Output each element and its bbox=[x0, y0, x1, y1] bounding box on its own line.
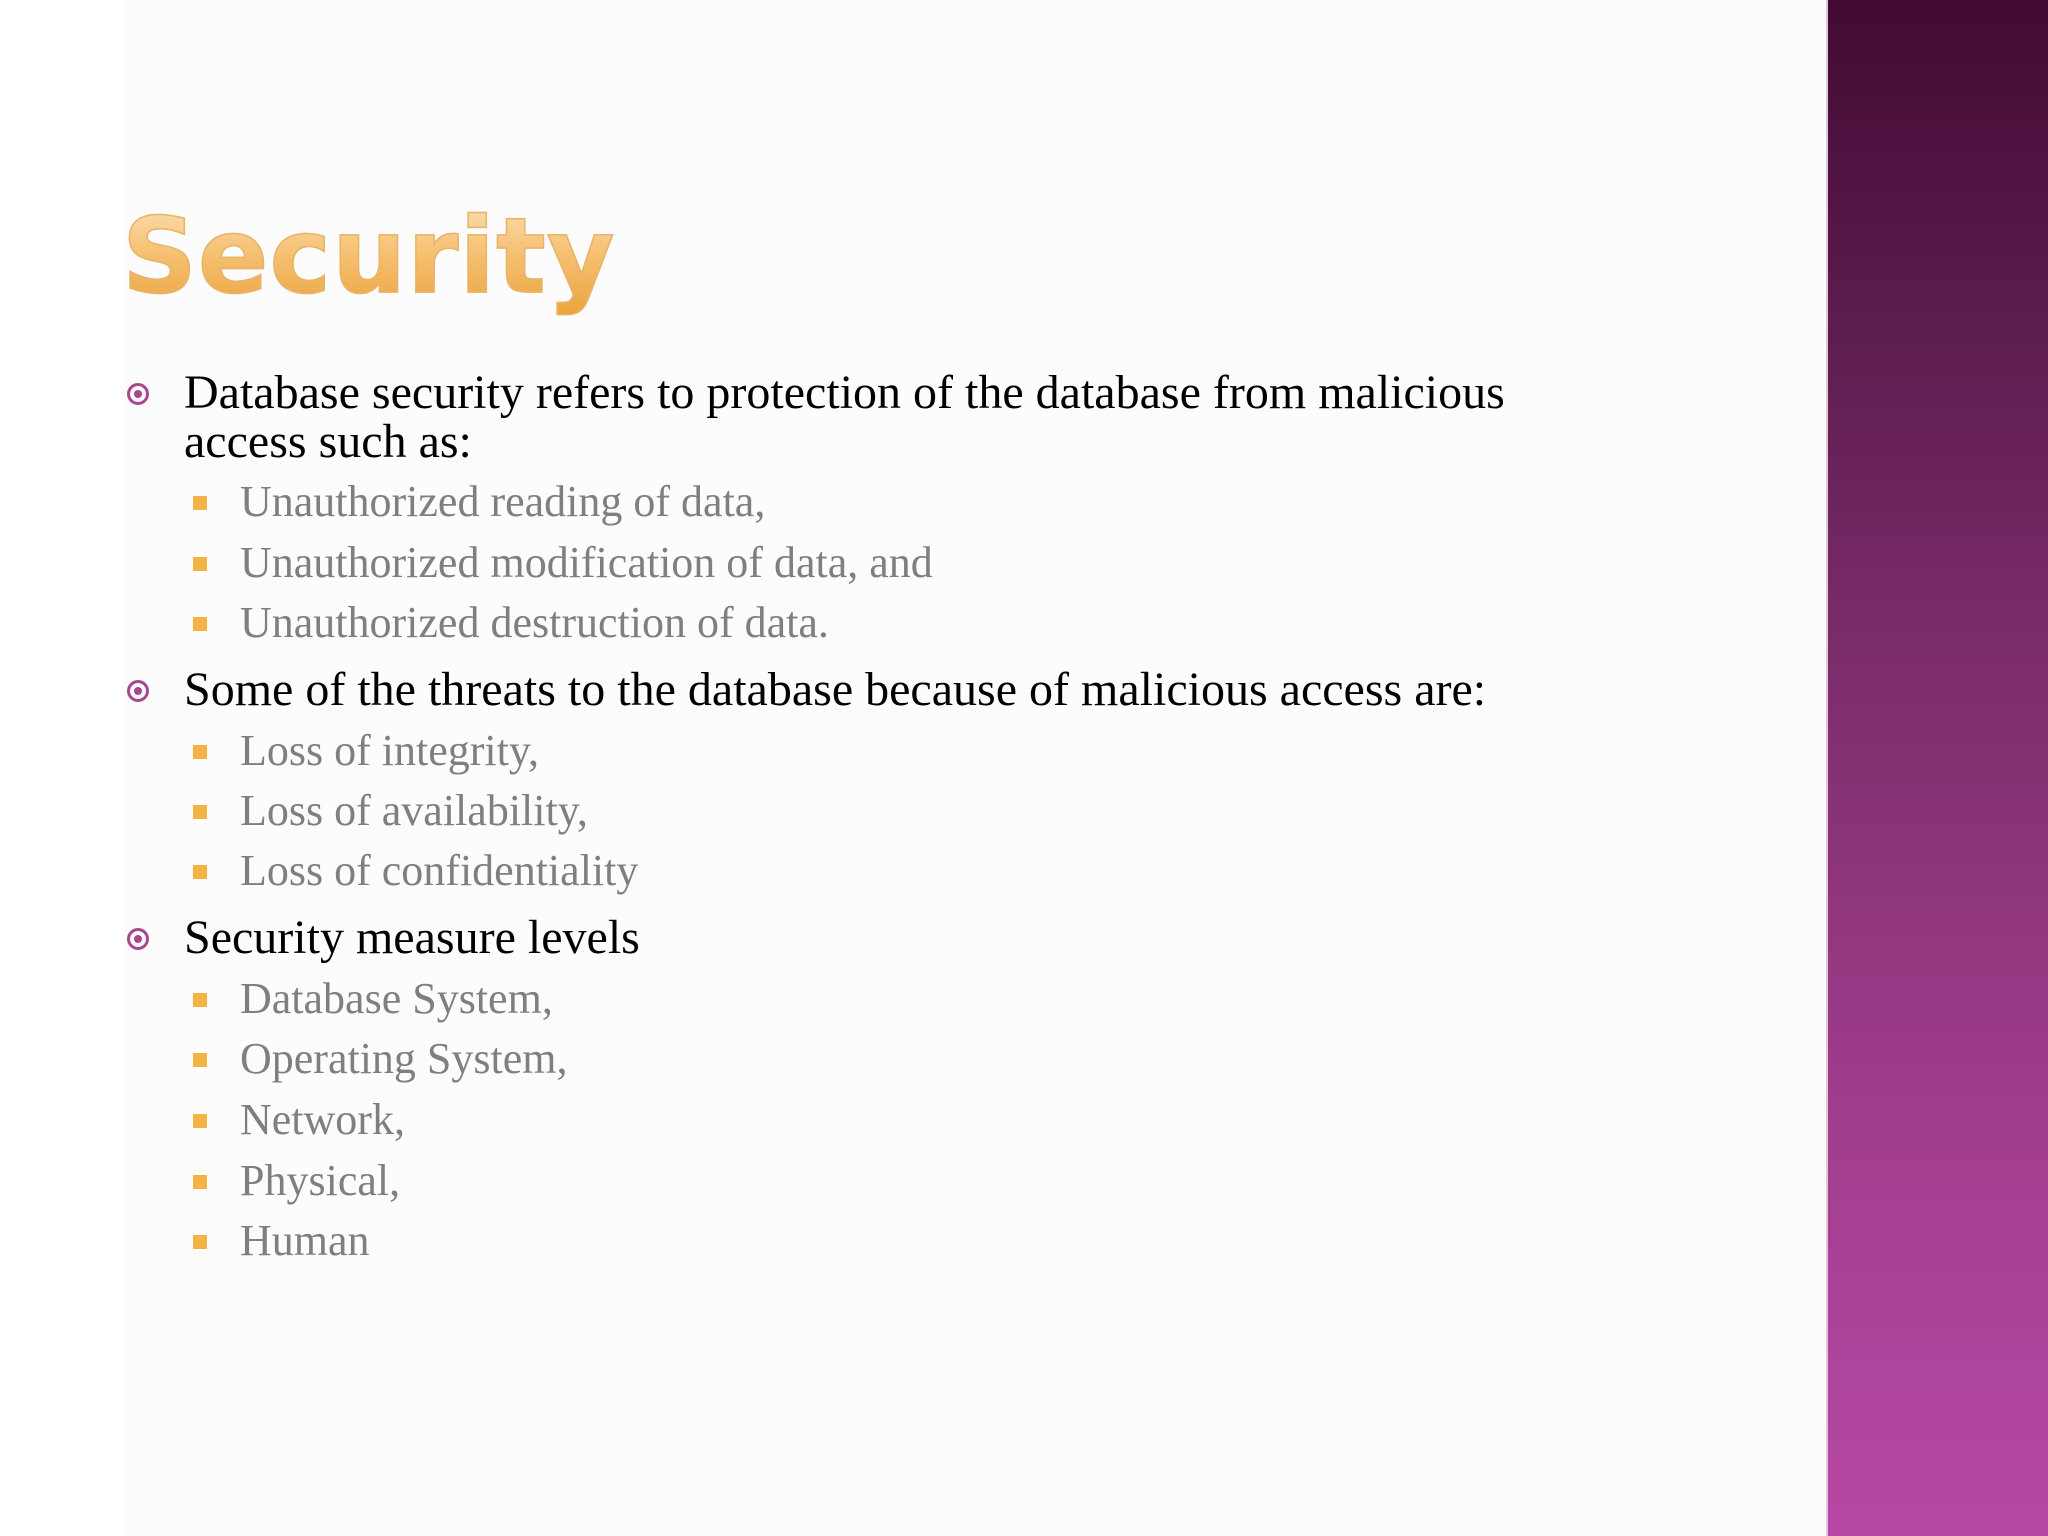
slide-title: Security bbox=[122, 195, 616, 317]
sub-bullet-text: Operating System, bbox=[240, 1034, 568, 1083]
decorative-side-band bbox=[1826, 0, 2048, 1536]
square-bullet-icon bbox=[193, 1053, 207, 1067]
sub-bullet-text: Physical, bbox=[240, 1156, 401, 1205]
square-bullet-icon bbox=[193, 1114, 207, 1128]
sub-bullet-text: Network, bbox=[240, 1095, 405, 1144]
bullet-text: Some of the threats to the database because of malicious access are: bbox=[184, 663, 1487, 716]
sub-bullet-text: Database System, bbox=[240, 974, 553, 1023]
bullet-text: Database security refers to protection of the database from malicious access such as: bbox=[184, 366, 1505, 468]
square-bullet-icon bbox=[193, 496, 207, 510]
sub-bullet-text: Human bbox=[240, 1216, 370, 1265]
sub-bullet-text: Unauthorized modification of data, and bbox=[240, 538, 933, 587]
square-bullet-icon bbox=[193, 1235, 207, 1249]
bullet-text: Security measure levels bbox=[184, 911, 640, 964]
sub-bullet-text: Unauthorized reading of data, bbox=[240, 477, 766, 526]
sub-bullet-text: Loss of integrity, bbox=[240, 726, 539, 775]
target-bullet-icon bbox=[127, 680, 149, 702]
square-bullet-icon bbox=[193, 993, 207, 1007]
square-bullet-icon bbox=[193, 865, 207, 879]
square-bullet-icon bbox=[193, 1175, 207, 1189]
sub-bullet-text: Loss of confidentiality bbox=[240, 846, 639, 895]
target-bullet-icon bbox=[127, 383, 149, 405]
sub-bullet-text: Loss of availability, bbox=[240, 786, 588, 835]
target-bullet-icon bbox=[127, 928, 149, 950]
square-bullet-icon bbox=[193, 805, 207, 819]
sub-bullet-text: Unauthorized destruction of data. bbox=[240, 598, 829, 647]
square-bullet-icon bbox=[193, 617, 207, 631]
square-bullet-icon bbox=[193, 557, 207, 571]
square-bullet-icon bbox=[193, 745, 207, 759]
